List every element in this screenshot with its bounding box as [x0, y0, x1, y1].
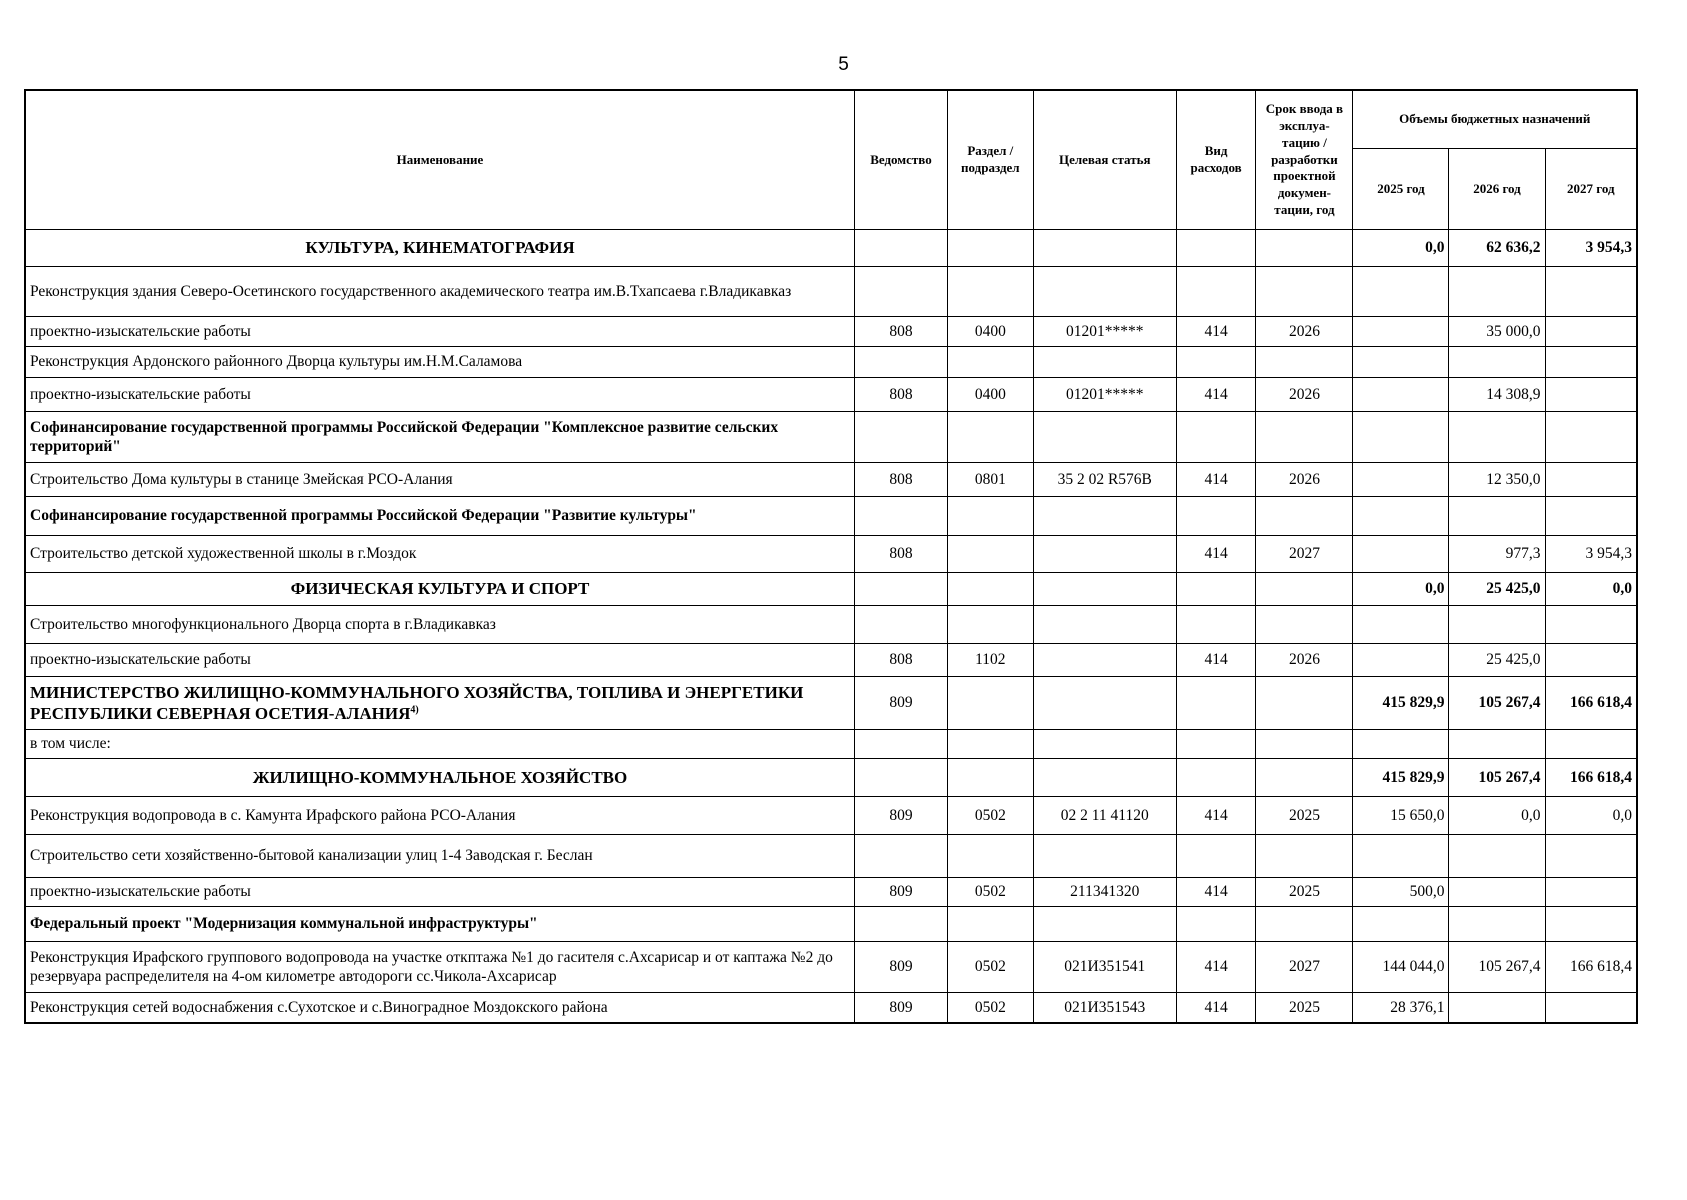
exp-type-cell [1176, 907, 1256, 942]
header-2027: 2027 год [1545, 149, 1637, 230]
target-cell: 02 2 11 41120 [1033, 797, 1176, 835]
row-title: Федеральный проект "Модернизация коммунальной инфраструктуры" [30, 915, 538, 933]
row-title: Реконструкция Ардонского районного Дворца культуры им.Н.М.Саламова [30, 353, 523, 371]
year-cell: 2027 [1256, 536, 1353, 573]
header-name: Наименование [25, 90, 854, 230]
exp-type-cell: 414 [1176, 463, 1256, 497]
value-2026-cell: 14 308,9 [1449, 378, 1545, 412]
year-cell [1256, 730, 1353, 759]
value-2025-cell [1353, 463, 1449, 497]
section-cell [947, 677, 1033, 730]
exp-type-cell [1176, 573, 1256, 606]
exp-type-cell: 414 [1176, 993, 1256, 1023]
value-2027-cell [1545, 412, 1637, 463]
target-cell [1033, 730, 1176, 759]
table-row [25, 759, 1637, 797]
exp-type-cell [1176, 412, 1256, 463]
section-cell [947, 573, 1033, 606]
target-cell: 021И351543 [1033, 993, 1176, 1023]
value-2027-cell [1545, 878, 1637, 907]
year-cell [1256, 677, 1353, 730]
row-title: МИНИСТЕРСТВО ЖИЛИЩНО-КОММУНАЛЬНОГО ХОЗЯЙСТВА, ТОПЛИВА И ЭНЕРГЕТИКИ РЕСПУБЛИКИ СЕВЕРНАЯ ОСЕТИЯ-АЛАНИЯ [30, 682, 804, 723]
section-cell: 0502 [947, 797, 1033, 835]
value-2025-cell [1353, 644, 1449, 677]
section-cell [947, 759, 1033, 797]
table-row [25, 463, 1637, 497]
section-cell: 0400 [947, 317, 1033, 347]
value-2026-cell: 105 267,4 [1449, 942, 1545, 993]
year-cell [1256, 230, 1353, 267]
table-row [25, 993, 1637, 1023]
dept-cell: 809 [854, 677, 947, 730]
year-cell [1256, 907, 1353, 942]
table-row [25, 644, 1637, 677]
year-cell: 2027 [1256, 942, 1353, 993]
value-2025-cell [1353, 317, 1449, 347]
name-cell [25, 463, 854, 497]
name-cell [25, 730, 854, 759]
value-2027-cell: 166 618,4 [1545, 677, 1637, 730]
value-2025-cell: 15 650,0 [1353, 797, 1449, 835]
section-cell [947, 347, 1033, 378]
dept-cell [854, 267, 947, 317]
table-row [25, 317, 1637, 347]
table-row [25, 412, 1637, 463]
year-cell: 2026 [1256, 317, 1353, 347]
value-2025-cell: 500,0 [1353, 878, 1449, 907]
footnote-marker: 4) [410, 704, 419, 716]
target-cell [1033, 759, 1176, 797]
header-volumes: Объемы бюджетных назначений [1353, 90, 1637, 149]
row-title: Строительство многофункционального Дворца спорта в г.Владикавказ [30, 615, 496, 633]
value-2026-cell: 0,0 [1449, 797, 1545, 835]
target-cell: 35 2 02 R576B [1033, 463, 1176, 497]
name-cell [25, 835, 854, 878]
name-cell [25, 993, 854, 1023]
dept-cell: 809 [854, 942, 947, 993]
value-2026-cell [1449, 993, 1545, 1023]
row-title: проектно-изыскательские работы [30, 385, 251, 403]
target-cell [1033, 573, 1176, 606]
dept-cell [854, 347, 947, 378]
value-2027-cell [1545, 835, 1637, 878]
exp-type-cell: 414 [1176, 536, 1256, 573]
value-2025-cell [1353, 497, 1449, 536]
table-row [25, 942, 1637, 993]
name-cell [25, 497, 854, 536]
value-2025-cell [1353, 347, 1449, 378]
value-2027-cell [1545, 317, 1637, 347]
value-2026-cell: 25 425,0 [1449, 573, 1545, 606]
row-title: КУЛЬТУРА, КИНЕМАТОГРАФИЯ [305, 238, 575, 258]
dept-cell [854, 730, 947, 759]
value-2026-cell: 35 000,0 [1449, 317, 1545, 347]
target-cell [1033, 347, 1176, 378]
target-cell [1033, 606, 1176, 644]
value-2026-cell [1449, 412, 1545, 463]
section-cell: 0400 [947, 378, 1033, 412]
value-2026-cell [1449, 606, 1545, 644]
target-cell [1033, 835, 1176, 878]
year-cell [1256, 759, 1353, 797]
header-exp-type: Вид расходов [1176, 90, 1256, 230]
value-2025-cell [1353, 907, 1449, 942]
value-2026-cell: 12 350,0 [1449, 463, 1545, 497]
dept-cell: 808 [854, 317, 947, 347]
section-cell: 1102 [947, 644, 1033, 677]
year-cell [1256, 573, 1353, 606]
target-cell [1033, 644, 1176, 677]
year-cell: 2026 [1256, 378, 1353, 412]
exp-type-cell [1176, 497, 1256, 536]
table-row [25, 878, 1637, 907]
name-cell [25, 942, 854, 993]
table-row [25, 606, 1637, 644]
section-cell: 0502 [947, 878, 1033, 907]
table-row [25, 347, 1637, 378]
row-title: ЖИЛИЩНО-КОММУНАЛЬНОЕ ХОЗЯЙСТВО [252, 767, 628, 787]
year-cell: 2025 [1256, 797, 1353, 835]
value-2025-cell: 28 376,1 [1353, 993, 1449, 1023]
row-title: проектно-изыскательские работы [30, 883, 251, 901]
value-2027-cell [1545, 606, 1637, 644]
value-2025-cell [1353, 378, 1449, 412]
name-cell [25, 317, 854, 347]
section-cell: 0502 [947, 942, 1033, 993]
exp-type-cell [1176, 347, 1256, 378]
target-cell: 01201***** [1033, 317, 1176, 347]
name-cell [25, 230, 854, 267]
table-row [25, 497, 1637, 536]
dept-cell [854, 907, 947, 942]
dept-cell: 808 [854, 536, 947, 573]
year-cell: 2026 [1256, 463, 1353, 497]
value-2026-cell [1449, 730, 1545, 759]
target-cell [1033, 230, 1176, 267]
dept-cell [854, 835, 947, 878]
header-deadline: Срок ввода в эксплуа-тацию / разработки проектной докумен-тации, год [1256, 90, 1353, 230]
section-cell [947, 497, 1033, 536]
value-2026-cell [1449, 497, 1545, 536]
header-target: Целевая статья [1033, 90, 1176, 230]
value-2027-cell: 3 954,3 [1545, 230, 1637, 267]
value-2026-cell [1449, 267, 1545, 317]
dept-cell [854, 497, 947, 536]
header-2026: 2026 год [1449, 149, 1545, 230]
value-2027-cell [1545, 644, 1637, 677]
value-2025-cell: 0,0 [1353, 573, 1449, 606]
table-row [25, 230, 1637, 267]
section-cell [947, 907, 1033, 942]
value-2025-cell: 0,0 [1353, 230, 1449, 267]
value-2026-cell [1449, 347, 1545, 378]
value-2026-cell: 977,3 [1449, 536, 1545, 573]
table-row [25, 677, 1637, 730]
exp-type-cell [1176, 835, 1256, 878]
value-2027-cell [1545, 267, 1637, 317]
page-number: 5 [838, 54, 849, 75]
dept-cell: 809 [854, 878, 947, 907]
dept-cell: 808 [854, 644, 947, 677]
row-title: проектно-изыскательские работы [30, 322, 251, 340]
value-2026-cell [1449, 907, 1545, 942]
name-cell [25, 573, 854, 606]
target-cell [1033, 677, 1176, 730]
dept-cell: 808 [854, 463, 947, 497]
value-2026-cell [1449, 878, 1545, 907]
value-2025-cell [1353, 730, 1449, 759]
name-cell [25, 907, 854, 942]
target-cell [1033, 497, 1176, 536]
table-row [25, 267, 1637, 317]
year-cell: 2025 [1256, 993, 1353, 1023]
value-2026-cell: 62 636,2 [1449, 230, 1545, 267]
row-title: Реконструкция Ирафского группового водопровода на участке откптажа №1 до гасителя с.Ахсарисар и от каптажа №2 до резервуара распределителя на 4-ом километре автодороги сс.Чикола-Ахсарисар [30, 948, 833, 985]
table-row [25, 378, 1637, 412]
value-2027-cell [1545, 347, 1637, 378]
header-2025: 2025 год [1353, 149, 1449, 230]
value-2027-cell [1545, 378, 1637, 412]
row-title: Реконструкция сетей водоснабжения с.Сухотское и с.Виноградное Моздокского района [30, 998, 608, 1016]
value-2026-cell [1449, 835, 1545, 878]
dept-cell: 809 [854, 993, 947, 1023]
year-cell [1256, 412, 1353, 463]
dept-cell [854, 606, 947, 644]
exp-type-cell: 414 [1176, 317, 1256, 347]
dept-cell [854, 230, 947, 267]
exp-type-cell: 414 [1176, 378, 1256, 412]
name-cell [25, 759, 854, 797]
name-cell [25, 644, 854, 677]
dept-cell: 809 [854, 797, 947, 835]
name-cell [25, 536, 854, 573]
section-cell [947, 606, 1033, 644]
section-cell: 0502 [947, 993, 1033, 1023]
header-dept: Ведомство [854, 90, 947, 230]
value-2027-cell: 166 618,4 [1545, 759, 1637, 797]
year-cell: 2026 [1256, 644, 1353, 677]
row-title: Софинансирование государственной программы Российской Федерации "Развитие культуры" [30, 507, 697, 525]
row-title: проектно-изыскательские работы [30, 651, 251, 669]
year-cell [1256, 497, 1353, 536]
name-cell [25, 378, 854, 412]
name-cell [25, 677, 854, 730]
row-title: Реконструкция здания Северо-Осетинского государственного академического театра им.В.Тхапсаева г.Владикавказ [30, 282, 792, 300]
target-cell [1033, 412, 1176, 463]
section-cell: 0801 [947, 463, 1033, 497]
value-2027-cell: 0,0 [1545, 573, 1637, 606]
exp-type-cell [1176, 730, 1256, 759]
target-cell: 211341320 [1033, 878, 1176, 907]
value-2025-cell [1353, 536, 1449, 573]
table-row [25, 573, 1637, 606]
target-cell [1033, 536, 1176, 573]
section-cell [947, 267, 1033, 317]
value-2026-cell: 105 267,4 [1449, 759, 1545, 797]
value-2025-cell [1353, 835, 1449, 878]
dept-cell [854, 759, 947, 797]
exp-type-cell: 414 [1176, 942, 1256, 993]
name-cell [25, 606, 854, 644]
section-cell [947, 835, 1033, 878]
table-row [25, 907, 1637, 942]
section-cell [947, 536, 1033, 573]
exp-type-cell [1176, 230, 1256, 267]
value-2027-cell: 3 954,3 [1545, 536, 1637, 573]
value-2025-cell [1353, 606, 1449, 644]
row-title: Строительство сети хозяйственно-бытовой канализации улиц 1-4 Заводская г. Беслан [30, 847, 593, 865]
year-cell [1256, 347, 1353, 378]
row-title: Строительство детской художественной школы в г.Моздок [30, 545, 417, 563]
row-title: Реконструкция водопровода в с. Камунта Ирафского района РСО-Алания [30, 806, 516, 824]
value-2027-cell: 166 618,4 [1545, 942, 1637, 993]
table-row [25, 536, 1637, 573]
target-cell: 01201***** [1033, 378, 1176, 412]
year-cell [1256, 267, 1353, 317]
value-2025-cell: 415 829,9 [1353, 677, 1449, 730]
value-2027-cell [1545, 463, 1637, 497]
section-cell [947, 730, 1033, 759]
row-title: Софинансирование государственной программы Российской Федерации "Комплексное развитие сельских территорий" [30, 418, 779, 455]
dept-cell [854, 412, 947, 463]
exp-type-cell: 414 [1176, 797, 1256, 835]
target-cell [1033, 267, 1176, 317]
dept-cell [854, 573, 947, 606]
exp-type-cell [1176, 606, 1256, 644]
target-cell: 021И351541 [1033, 942, 1176, 993]
name-cell [25, 267, 854, 317]
year-cell: 2025 [1256, 878, 1353, 907]
table-row [25, 835, 1637, 878]
year-cell [1256, 835, 1353, 878]
value-2025-cell: 415 829,9 [1353, 759, 1449, 797]
table-row [25, 730, 1637, 759]
target-cell [1033, 907, 1176, 942]
row-title: в том числе: [30, 735, 111, 753]
exp-type-cell [1176, 267, 1256, 317]
value-2025-cell [1353, 412, 1449, 463]
year-cell [1256, 606, 1353, 644]
value-2025-cell [1353, 267, 1449, 317]
row-title: ФИЗИЧЕСКАЯ КУЛЬТУРА И СПОРТ [290, 579, 590, 599]
value-2027-cell [1545, 497, 1637, 536]
exp-type-cell: 414 [1176, 878, 1256, 907]
value-2026-cell: 25 425,0 [1449, 644, 1545, 677]
section-cell [947, 412, 1033, 463]
header-section: Раздел / подраздел [947, 90, 1033, 230]
exp-type-cell [1176, 759, 1256, 797]
exp-type-cell [1176, 677, 1256, 730]
section-cell [947, 230, 1033, 267]
value-2025-cell: 144 044,0 [1353, 942, 1449, 993]
name-cell [25, 797, 854, 835]
budget-table [24, 89, 1638, 1024]
name-cell [25, 347, 854, 378]
value-2027-cell [1545, 730, 1637, 759]
exp-type-cell: 414 [1176, 644, 1256, 677]
name-cell [25, 412, 854, 463]
value-2027-cell [1545, 907, 1637, 942]
value-2027-cell: 0,0 [1545, 797, 1637, 835]
row-title: Строительство Дома культуры в станице Змейская РСО-Алания [30, 470, 453, 488]
dept-cell: 808 [854, 378, 947, 412]
value-2027-cell [1545, 993, 1637, 1023]
table-row [25, 797, 1637, 835]
value-2026-cell: 105 267,4 [1449, 677, 1545, 730]
name-cell [25, 878, 854, 907]
